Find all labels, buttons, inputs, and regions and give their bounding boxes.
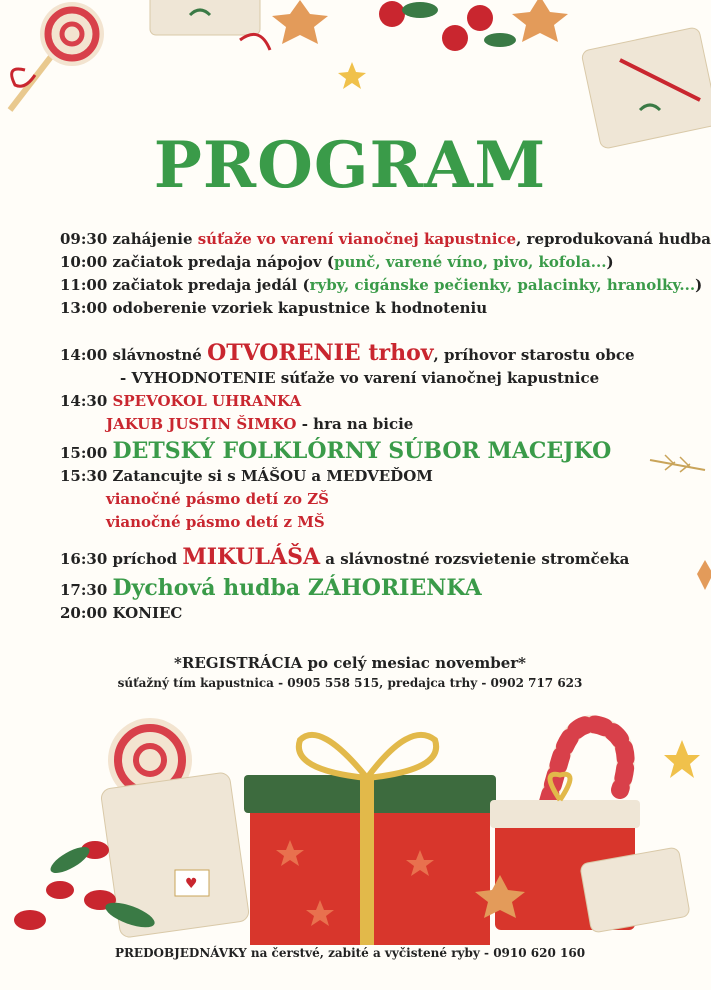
gift-icon: [150, 0, 270, 50]
bottom-decoration: [0, 700, 700, 940]
schedule-row: 17:30 Dychová hudba ZÁHORIENKA: [60, 575, 482, 601]
lollipop-icon: [10, 2, 104, 110]
contact-info: súťažný tím kapustnica - 0905 558 515, predajca trhy - 0902 717 623: [117, 676, 583, 690]
schedule-row: 14:00 slávnostné OTVORENIE trhov, príhovor starostu obce: [60, 340, 635, 366]
registration-note: *REGISTRÁCIA po celý mesiac november*: [174, 654, 526, 672]
schedule-row: 20:00 KONIEC: [60, 604, 183, 622]
star-icon: [664, 740, 700, 778]
schedule: [60, 228, 711, 625]
schedule-row: JAKUB JUSTIN ŠIMKO - hra na bicie: [106, 415, 414, 433]
heart-icon: ♥: [185, 876, 198, 892]
star-cookie-icon: [697, 560, 711, 590]
schedule-row: 15:00 DETSKÝ FOLKLÓRNY SÚBOR MACEJKO: [60, 438, 612, 464]
schedule-row: vianočné pásmo detí zo ZŠ: [106, 490, 330, 508]
schedule-row: 09:30 zahájenie súťaže vo varení vianočnej kapustnice, reprodukovaná hudba: [60, 230, 711, 248]
schedule-row: - VYHODNOTENIE súťaže vo varení vianočnej kapustnice: [120, 369, 600, 387]
berries-icon: [379, 1, 516, 51]
schedule-row: 13:00 odoberenie vzoriek kapustnice k hodnoteniu: [60, 299, 488, 317]
footer-note: PREDOBJEDNÁVKY na čerstvé, zabité a vyčistené ryby - 0910 620 160: [114, 946, 586, 960]
schedule-row: vianočné pásmo detí z MŠ: [106, 513, 325, 531]
page-title: PROGRAM: [153, 128, 547, 203]
top-decoration: [0, 0, 700, 120]
schedule-row: 15:30 Zatancujte si s MÁŠOU a MEDVEĎOM: [60, 467, 433, 485]
schedule-row: 14:30 SPEVOKOL UHRANKA: [60, 392, 302, 410]
schedule-row: 11:00 začiatok predaja jedál (ryby, cigánske pečienky, palacinky, hranolky...): [60, 276, 703, 294]
schedule-row: 16:30 príchod MIKULÁŠA a slávnostné rozsvietenie stromčeka: [60, 544, 630, 570]
gift-icon: [244, 735, 496, 945]
star-icon: [338, 62, 366, 89]
schedule-row: 10:00 začiatok predaja nápojov (punč, varené víno, pivo, kofola...): [60, 253, 614, 271]
